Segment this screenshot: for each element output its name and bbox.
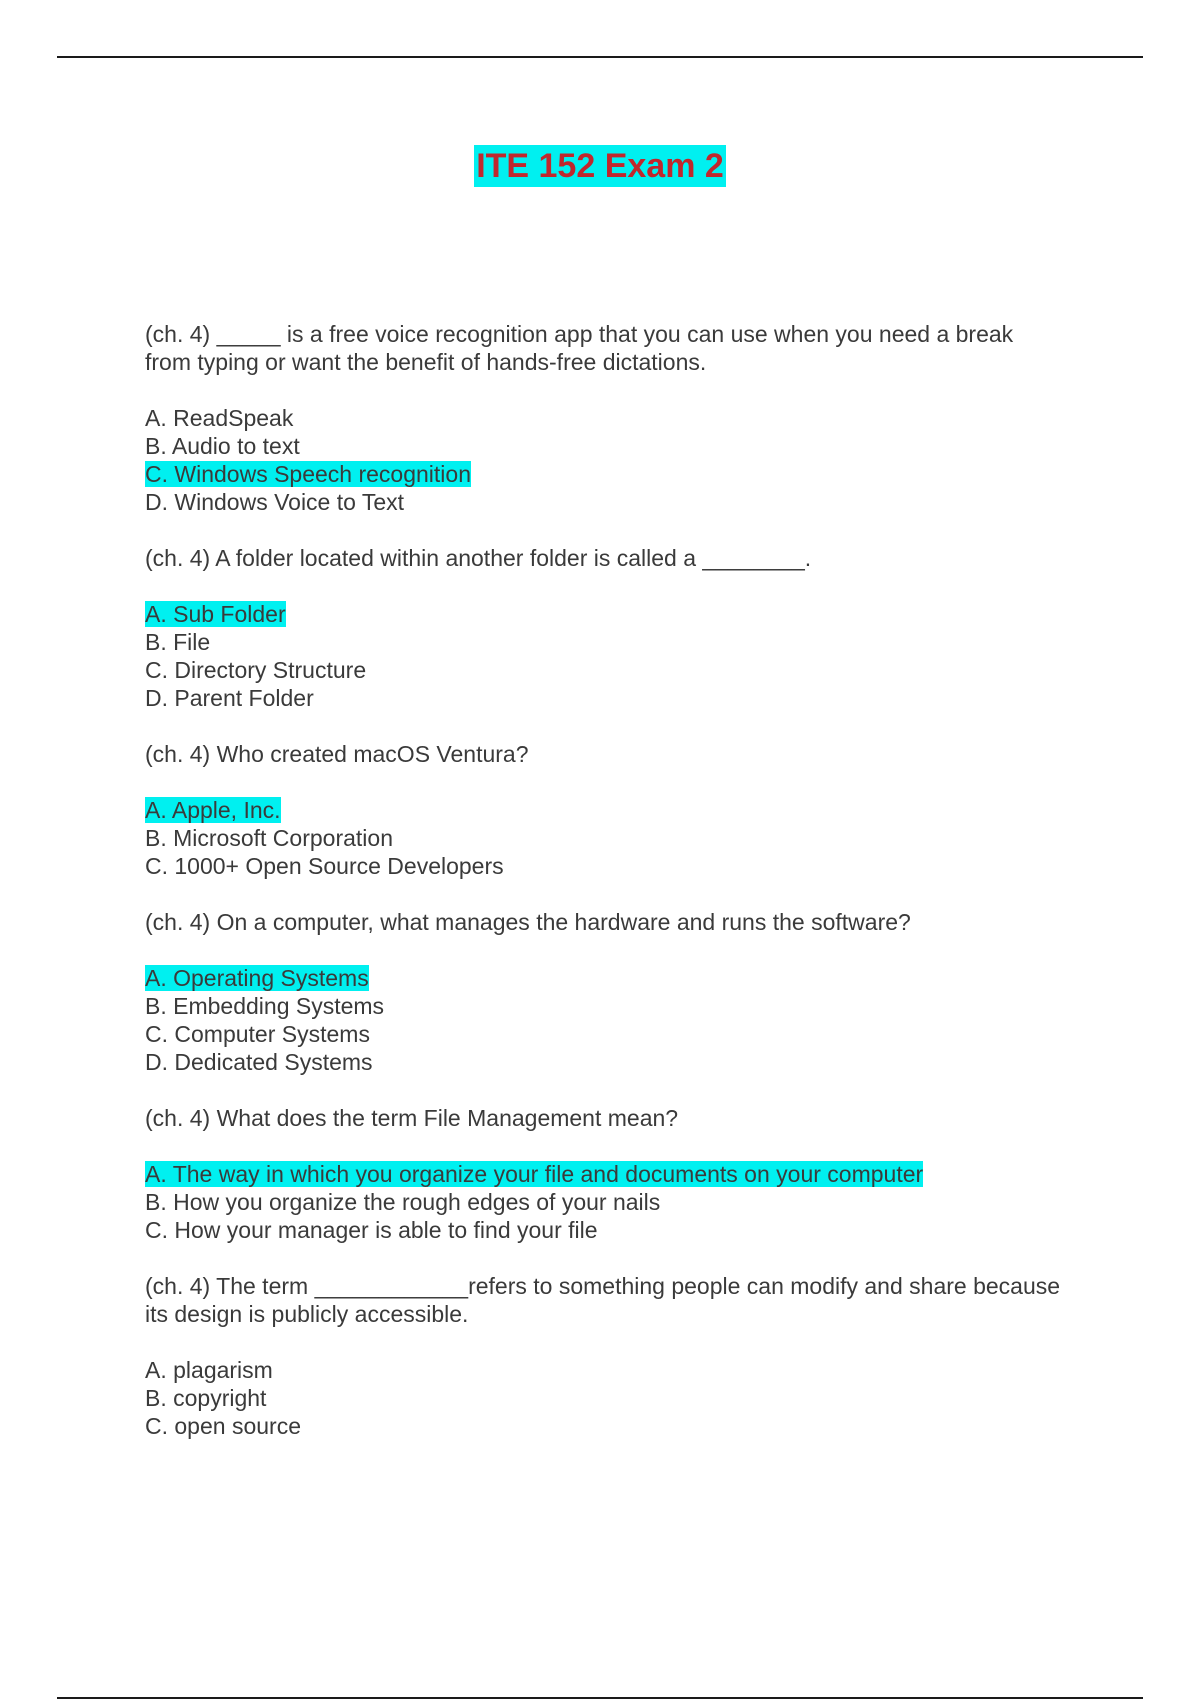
page-title: ITE 152 Exam 2 [476, 147, 724, 185]
question-text: (ch. 4) _____ is a free voice recognition app that you can use when you need a break from typing or want the benefit of hands-free dictations. [145, 321, 1014, 375]
answer-option: D. Dedicated Systems [145, 1049, 373, 1075]
answer-option: A. ReadSpeak [145, 405, 294, 431]
question-block-6 [145, 1272, 1065, 1440]
top-rule [57, 56, 1143, 58]
question-block-2 [145, 544, 1065, 712]
question-block-3 [145, 740, 1065, 880]
question-text: (ch. 4) On a computer, what manages the hardware and runs the software? [145, 909, 911, 935]
answer-option-highlighted: C. Windows Speech recognition [145, 461, 471, 487]
answer-option: B. File [145, 629, 211, 655]
answer-option: D. Windows Voice to Text [145, 489, 405, 515]
question-block-5 [145, 1104, 1065, 1244]
answer-option-highlighted: A. Apple, Inc. [145, 797, 281, 823]
question-block-1 [145, 320, 1065, 516]
answer-option: B. How you organize the rough edges of your nails [145, 1189, 661, 1215]
answer-option: B. Embedding Systems [145, 993, 385, 1019]
answer-option: B. copyright [145, 1385, 267, 1411]
answer-option: B. Audio to text [145, 433, 300, 459]
question-text: (ch. 4) What does the term File Management mean? [145, 1105, 679, 1131]
answer-option: C. 1000+ Open Source Developers [145, 853, 504, 879]
exam-content [145, 320, 1065, 1468]
question-text: (ch. 4) A folder located within another folder is called a ________. [145, 545, 812, 571]
answer-option: B. Microsoft Corporation [145, 825, 393, 851]
title-container [0, 145, 1200, 187]
answer-option: C. Directory Structure [145, 657, 367, 683]
answer-option: D. Parent Folder [145, 685, 314, 711]
answer-option: C. Computer Systems [145, 1021, 370, 1047]
question-text: (ch. 4) The term ____________refers to something people can modify and share because its design is publicly accessible. [145, 1273, 1061, 1327]
answer-option: C. open source [145, 1413, 301, 1439]
question-text: (ch. 4) Who created macOS Ventura? [145, 741, 529, 767]
answer-option-highlighted: A. Sub Folder [145, 601, 286, 627]
answer-option-highlighted: A. Operating Systems [145, 965, 369, 991]
answer-option: C. How your manager is able to find your file [145, 1217, 598, 1243]
question-block-4 [145, 908, 1065, 1076]
bottom-rule [57, 1697, 1143, 1699]
answer-option: A. plagarism [145, 1357, 273, 1383]
answer-option-highlighted: A. The way in which you organize your file and documents on your computer [145, 1161, 924, 1187]
